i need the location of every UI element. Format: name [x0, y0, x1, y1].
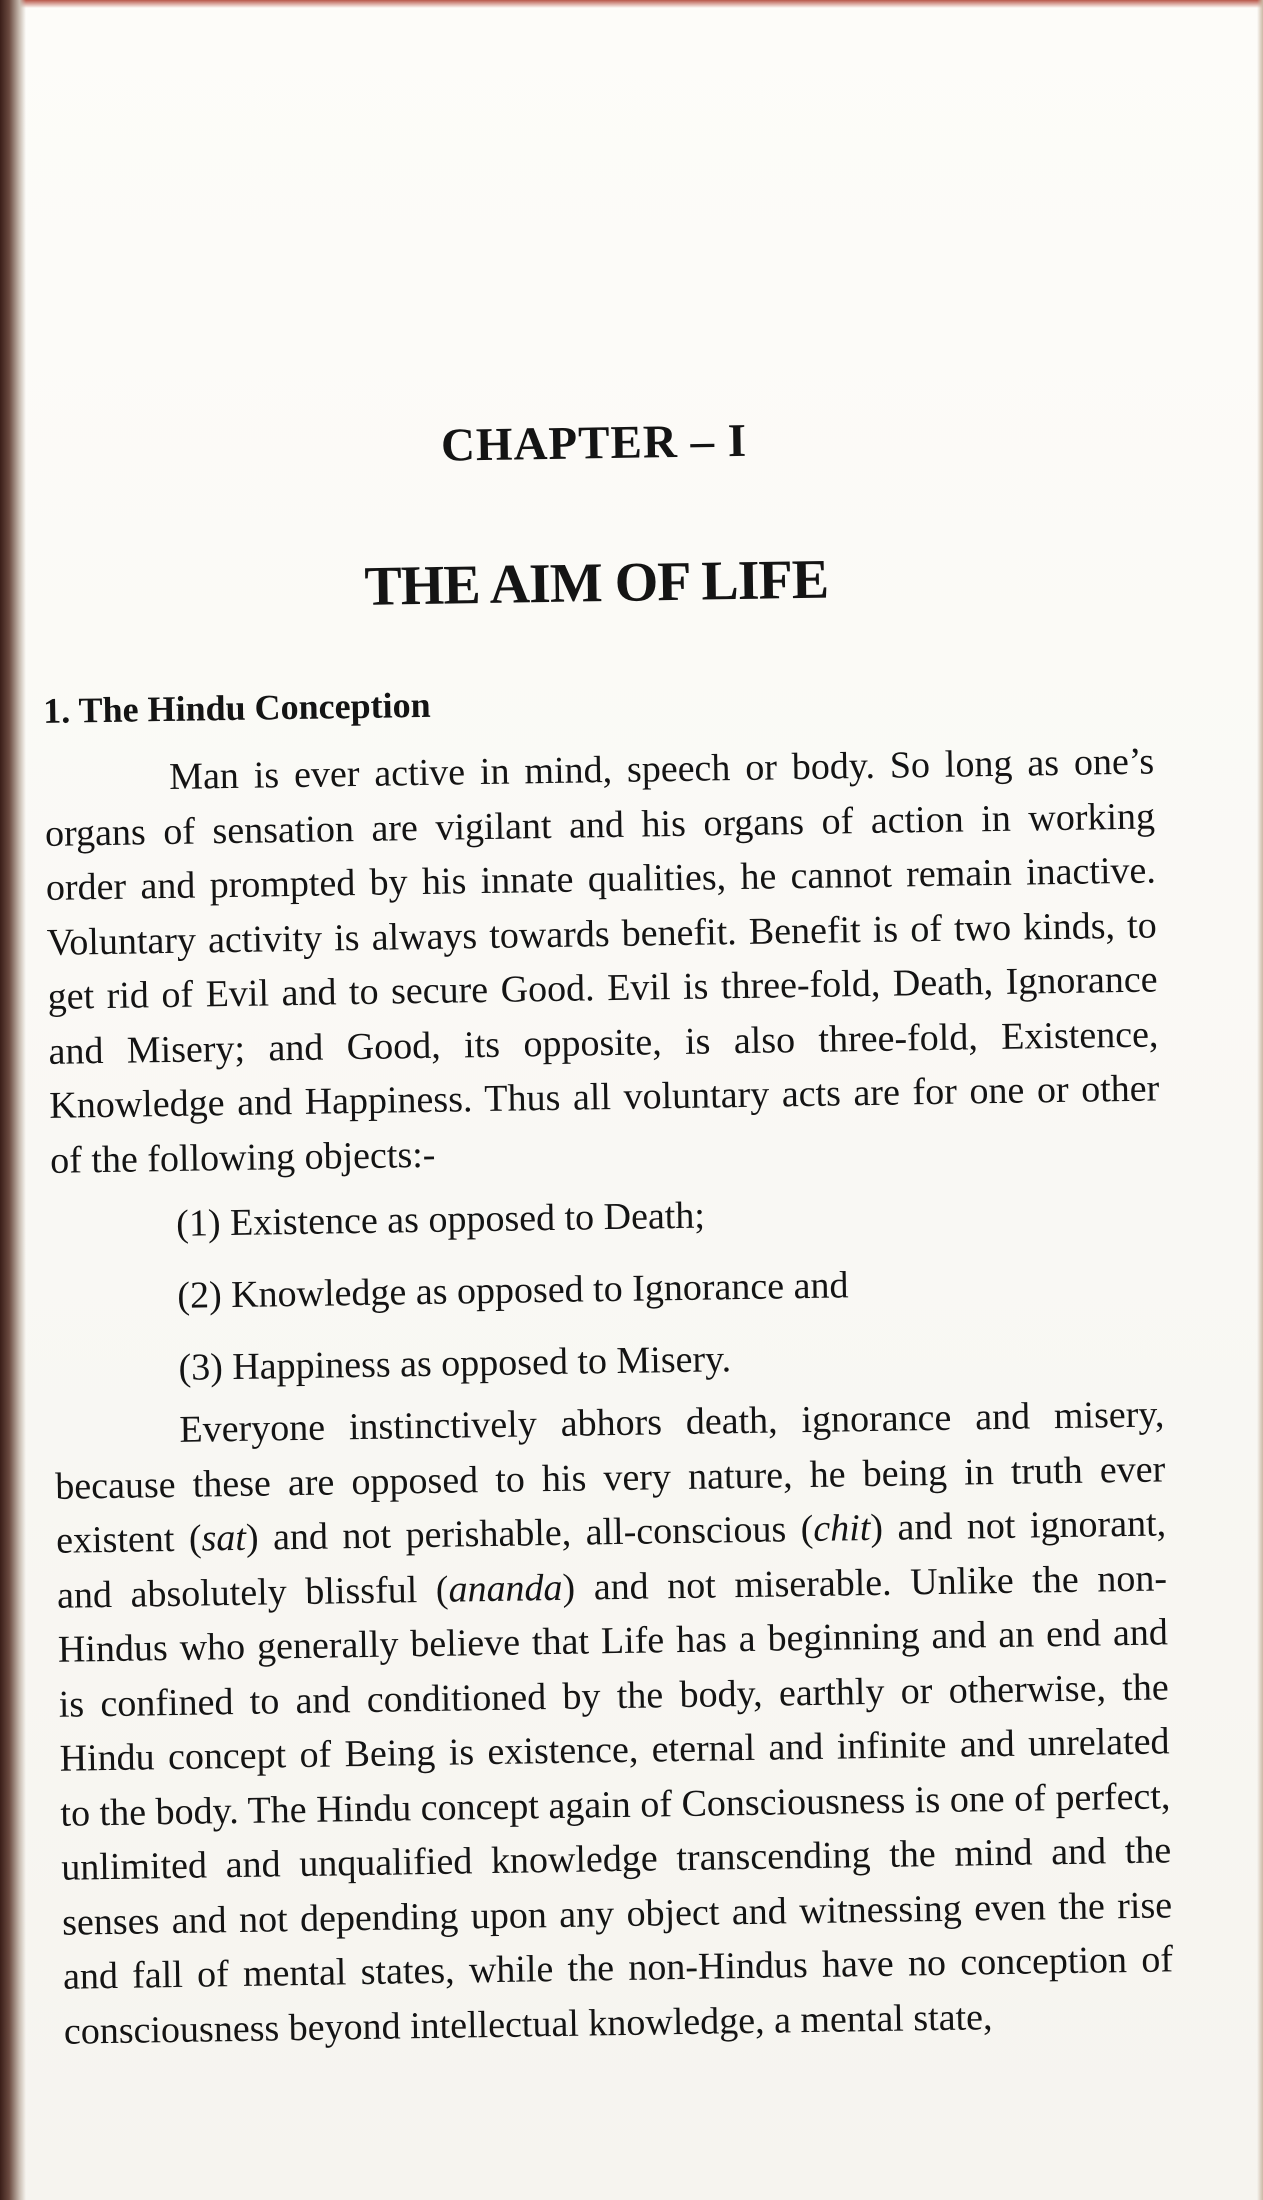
paragraph-2 [54, 1387, 1174, 2058]
paragraph-1: Man is ever active in mind, speech or body. So long as one’s organs of sensation are vigilant and his organs of action in working order and prompted by his innate qualities, he cannot remain inactive. Voluntary activity is always towards benefit. Benefit is of two kinds, to get rid of Evil and to secure Good. Evil is three-fold, Death, Ignorance and Misery; and Good, its opposite, is also three-fold, Existence, Knowledge and Happiness. Thus all voluntary acts are for one or other of the following objects:- [44, 740, 1160, 1182]
chapter-label: CHAPTER – I [440, 414, 748, 472]
list-item: (3) Happiness as opposed to Misery. [178, 1338, 732, 1389]
section-heading: 1. The Hindu Conception [42, 684, 431, 731]
page-right-edge [1257, 0, 1263, 2200]
book-spine-shadow [0, 0, 26, 2200]
paragraph-2-text-3: ) and not ignorant, and absolutely blissful ( [56, 1502, 1167, 1617]
term-chit: chit [813, 1507, 871, 1550]
list-item: (1) Existence as opposed to Death; [175, 1194, 706, 1245]
page-top-edge [0, 0, 1263, 8]
term-ananda: ananda [448, 1566, 563, 1611]
term-sat: sat [201, 1516, 247, 1560]
list-item: (2) Knowledge as opposed to Ignorance and [177, 1264, 849, 1317]
paragraph-2-text-4: ) and not miserable. Unlike the non-Hindus who generally believe that Life has a beginning and an end and is confined to and conditioned by the body, earthly or otherwise, the Hindu concept of Being is existence, eternal and infinite and unrelated to the body. The Hindu concept again of Consciousness is one of perfect, unlimited and unqualified knowledge transcending the mind and the senses and not depending upon any object and witnessing even the rise and fall of mental states, while the non-Hindus have no conception of consciousness beyond intellectual knowledge, a mental state, [57, 1556, 1174, 2053]
paragraph-2-text-2: ) and not perishable, all-conscious ( [245, 1507, 814, 1559]
paragraph-2-text-1: Everyone instinctively abhors death, ignorance and misery, because these are opposed to his very nature, he being in truth ever existent ( [55, 1393, 1166, 1562]
chapter-title: THE AIM OF LIFE [363, 548, 829, 618]
objects-list [176, 1177, 850, 1404]
